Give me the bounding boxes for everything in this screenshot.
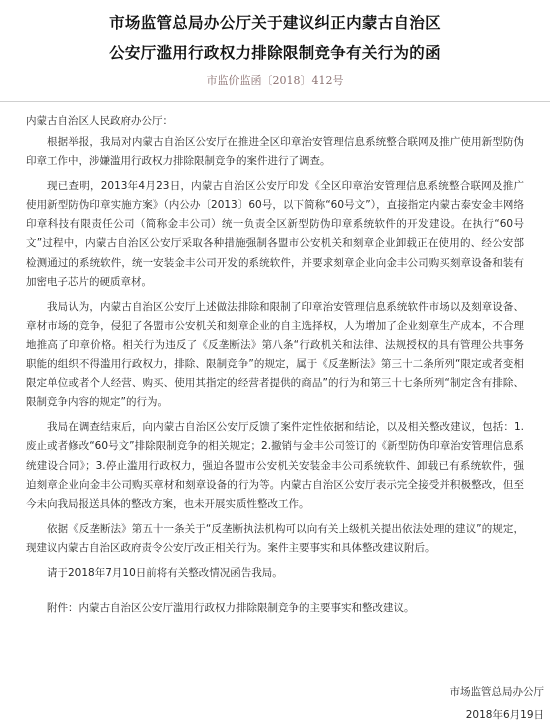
paragraph-deadline: 请于2018年7月10日前将有关整改情况函告我局。: [47, 566, 283, 579]
document-body: [0, 102, 550, 618]
document-title-line-1: 市场监管总局办公厅关于建议纠正内蒙古自治区: [109, 14, 441, 32]
paragraph-recommendation: 依据《反垄断法》第五十一条关于“反垄断执法机构可以向有关上级机关提出依法处理的建议”的规定，现建议内蒙古自治区政府责令公安厅改正相关行为。案件主要事实和具体整改建议附后。: [26, 522, 524, 554]
paragraph-rectification: 我局在调查结束后，向内蒙古自治区公安厅反馈了案件定性依据和结论，以及相关整改建议，包括：1.废止或者修改“60号文”排除限制竞争的相关规定；2.撤销与金丰公司签订的《新型防伪印章治安管理信息系统建设合同》；3.停止滥用行政权力，强迫各盟市公安机关安装金丰公司系统软件、卸载已有系统软件，强迫刻章企业向金丰公司购买章材和刻章设备的行为等。内蒙古自治区公安厅表示完全接受并积极整改，但至今未向我局报送具体的整改方案，也未开展实质性整改工作。: [26, 421, 524, 510]
attachment-note: 附件：内蒙古自治区公安厅滥用行政权力排除限制竞争的主要事实和整改建议。: [47, 602, 415, 615]
signature-date: 2018年6月19日: [465, 709, 544, 721]
paragraph-analysis: 我局认为，内蒙古自治区公安厅上述做法排除和限制了印章治安管理信息系统软件市场以及刻章设备、章材市场的竞争，侵犯了各盟市公安机关和刻章企业的自主选择权，人为增加了企业刻章生产成本，不合理地推高了印章价格。相关行为违反了《反垄断法》第八条“行政机关和法律、法规授权的具有管理公共事务职能的组织不得滥用行政权力，排除、限制竞争”的规定，属于《反垄断法》第三十二条所列“限定或者变相限定单位或者个人经营、购买、使用其指定的经营者提供的商品”的行为和第三十七条所列“制定含有排除、限制竞争内容的规定”的行为。: [26, 300, 524, 409]
document-number: 市监价监函〔2018〕412号: [206, 74, 344, 87]
paragraph-facts: 现已查明，2013年4月23日，内蒙古自治区公安厅印发《全区印章治安管理信息系统整合联网及推广使用新型防伪印章实施方案》（内公办〔2013〕60号，以下简称“60号文”），直接指定内蒙古泰安金丰网络印章科技有限责任公司（简称金丰公司）统一负责全区新型防伪印章系统软件的开发建设。在执行“60号文”过程中，内蒙古自治区公安厅采取各种措施强制各盟市公安机关和刻章企业卸载正在使用的、经公安部检测通过的系统软件，统一安装金丰公司开发的系统软件，并要求刻章企业向金丰公司购买刻章设备和装有加密电子芯片的硬质章材。: [26, 180, 524, 288]
paragraph-intro: 根据举报，我局对内蒙古自治区公安厅在推进全区印章治安管理信息系统整合联网及推广使用新型防伪印章工作中，涉嫌滥用行政权力排除限制竞争的案件进行了调查。: [26, 136, 524, 168]
salutation: 内蒙古自治区人民政府办公厅：: [26, 115, 173, 127]
signature-organization: 市场监管总局办公厅: [449, 686, 544, 698]
document-title-line-2: 公安厅滥用行政权力排除限制竞争有关行为的函: [109, 44, 441, 62]
